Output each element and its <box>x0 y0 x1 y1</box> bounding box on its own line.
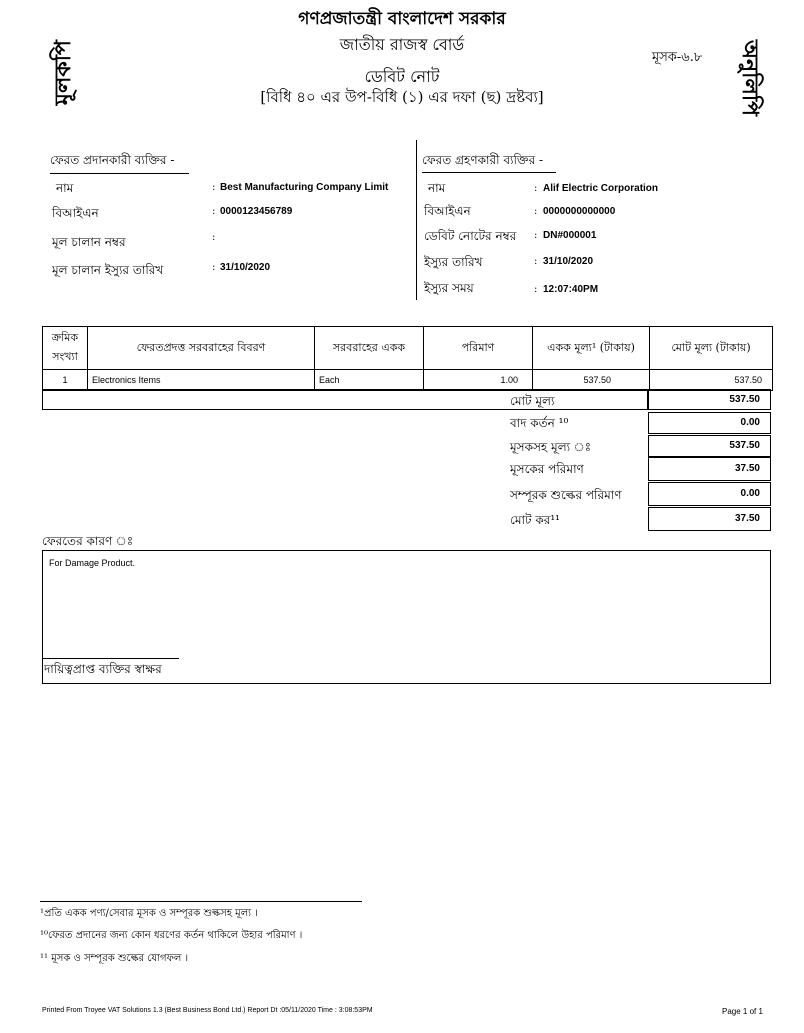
summary-tax-value: 37.50 <box>648 507 771 531</box>
original-copy-label: মূলকপি <box>50 40 76 106</box>
cell-quantity: 1.00 <box>424 370 533 391</box>
summary-vat-value: 37.50 <box>648 457 771 481</box>
cell-total-price: 537.50 <box>650 370 773 391</box>
party-divider <box>416 140 417 300</box>
summary-tax-label: মোট কর¹¹ <box>510 513 560 527</box>
receiver-time-value: 12:07:40PM <box>543 284 599 295</box>
receiver-bin-value: 0000000000000 <box>543 206 616 217</box>
footnote-3: ¹¹ মূসক ও সম্পূরক শুল্কের যোগফল । <box>40 953 189 964</box>
receiver-name-value: Alif Electric Corporation <box>543 183 659 194</box>
colon: : <box>534 183 538 194</box>
summary-sd-value: 0.00 <box>648 482 771 506</box>
giver-invoice-label: মূল চালান নম্বর <box>52 235 126 249</box>
col-header-total-price: মোট মূল্য (টাকায়) <box>650 327 773 370</box>
govt-title: গণপ্রজাতন্ত্রী বাংলাদেশ সরকার <box>298 9 506 29</box>
receiver-heading-rule <box>422 172 556 173</box>
printed-info: Printed From Troyee VAT Solutions 1.3 (Best Business Bond Ltd.) Report Dt :05/11/2020 Time : 3:08:53PM <box>42 1007 373 1014</box>
giver-heading-rule <box>50 173 189 174</box>
giver-heading: ফেরত প্রদানকারী ব্যক্তির - <box>50 153 175 167</box>
summary-deduct-label: বাদ কর্তন ¹⁰ <box>510 416 569 430</box>
form-code: মূসক-৬.৮ <box>652 50 703 65</box>
receiver-date-label: ইস্যুর তারিখ <box>424 255 483 269</box>
receiver-note-value: DN#000001 <box>543 230 597 241</box>
table-row <box>43 370 773 391</box>
summary-deduct-value: 0.00 <box>648 412 771 434</box>
colon: : <box>212 206 216 217</box>
giver-bin-label: বিআইএন <box>52 206 99 220</box>
rule-reference: [বিধি ৪০ এর উপ-বিধি (১) এর দফা (ছ) দ্রষ্টব্য] <box>260 88 544 106</box>
receiver-note-label: ডেবিট নোটের নম্বর <box>424 229 517 243</box>
page-title: ডেবিট নোট <box>364 67 440 86</box>
receiver-time-label: ইস্যুর সময় <box>424 281 474 295</box>
colon: : <box>534 230 538 241</box>
items-table <box>42 326 773 391</box>
colon: : <box>534 256 538 267</box>
summary-total-label: মোট মূল্য <box>510 394 555 408</box>
summary-spacer-box <box>42 389 648 410</box>
colon: : <box>212 232 216 243</box>
duplicate-copy-label: অনুলিপি <box>737 40 763 117</box>
colon: : <box>212 262 216 273</box>
col-header-unit-price: একক মূল্য¹ (টাকায়) <box>533 327 650 370</box>
summary-with-vat-label: মূসকসহ মূল্য ঃ <box>510 440 592 454</box>
reason-label: ফেরতের কারণ ঃ <box>42 534 134 548</box>
receiver-bin-label: বিআইএন <box>424 204 471 218</box>
summary-with-vat-value: 537.50 <box>648 435 771 457</box>
page-number: Page 1 of 1 <box>722 1007 763 1016</box>
summary-vat-label: মূসকের পরিমাণ <box>510 462 584 476</box>
cell-serial: 1 <box>43 370 88 391</box>
giver-name-label: নাম <box>56 181 74 195</box>
receiver-name-label: নাম <box>428 181 446 195</box>
board-title: জাতীয় রাজস্ব বোর্ড <box>339 35 465 54</box>
col-header-description: ফেরতপ্রদত্ত সরবরাহের বিবরণ <box>88 327 315 370</box>
signature-line <box>42 658 179 659</box>
colon: : <box>534 206 538 217</box>
receiver-heading: ফেরত গ্রহণকারী ব্যক্তির - <box>422 153 544 167</box>
giver-bin-value: 0000123456789 <box>220 206 293 217</box>
signature-label: দায়িত্বপ্রাপ্ত ব্যক্তির স্বাক্ষর <box>44 662 162 676</box>
cell-unit-price: 537.50 <box>533 370 650 391</box>
cell-unit: Each <box>315 370 424 391</box>
receiver-date-value: 31/10/2020 <box>543 256 594 267</box>
col-header-serial: ক্রমিক সংখ্যা <box>43 327 88 370</box>
giver-invoice-date-value: 31/10/2020 <box>220 262 271 273</box>
summary-total-value: 537.50 <box>648 389 771 410</box>
col-header-quantity: পরিমাণ <box>424 327 533 370</box>
summary-sd-label: সম্পূরক শুল্কের পরিমাণ <box>510 488 622 502</box>
cell-description: Electronics Items <box>88 370 315 391</box>
footnote-rule <box>40 901 362 902</box>
table-header-row <box>43 327 773 370</box>
colon: : <box>212 182 216 193</box>
giver-name-value: Best Manufacturing Company Limit <box>220 182 389 193</box>
footnote-2: ¹⁰ফেরত প্রদানের জন্য কোন ধরণের কর্তন থাকিলে উহার পরিমাণ । <box>40 930 303 941</box>
colon: : <box>534 284 538 295</box>
giver-invoice-date-label: মূল চালান ইস্যুর তারিখ <box>52 263 164 277</box>
reason-text: For Damage Product. <box>49 558 136 568</box>
footnote-1: ¹প্রতি একক পণ্য/সেবার মূসক ও সম্পূরক শুল্কসহ মূল্য । <box>40 908 258 919</box>
col-header-unit: সরবরাহের একক <box>315 327 424 370</box>
